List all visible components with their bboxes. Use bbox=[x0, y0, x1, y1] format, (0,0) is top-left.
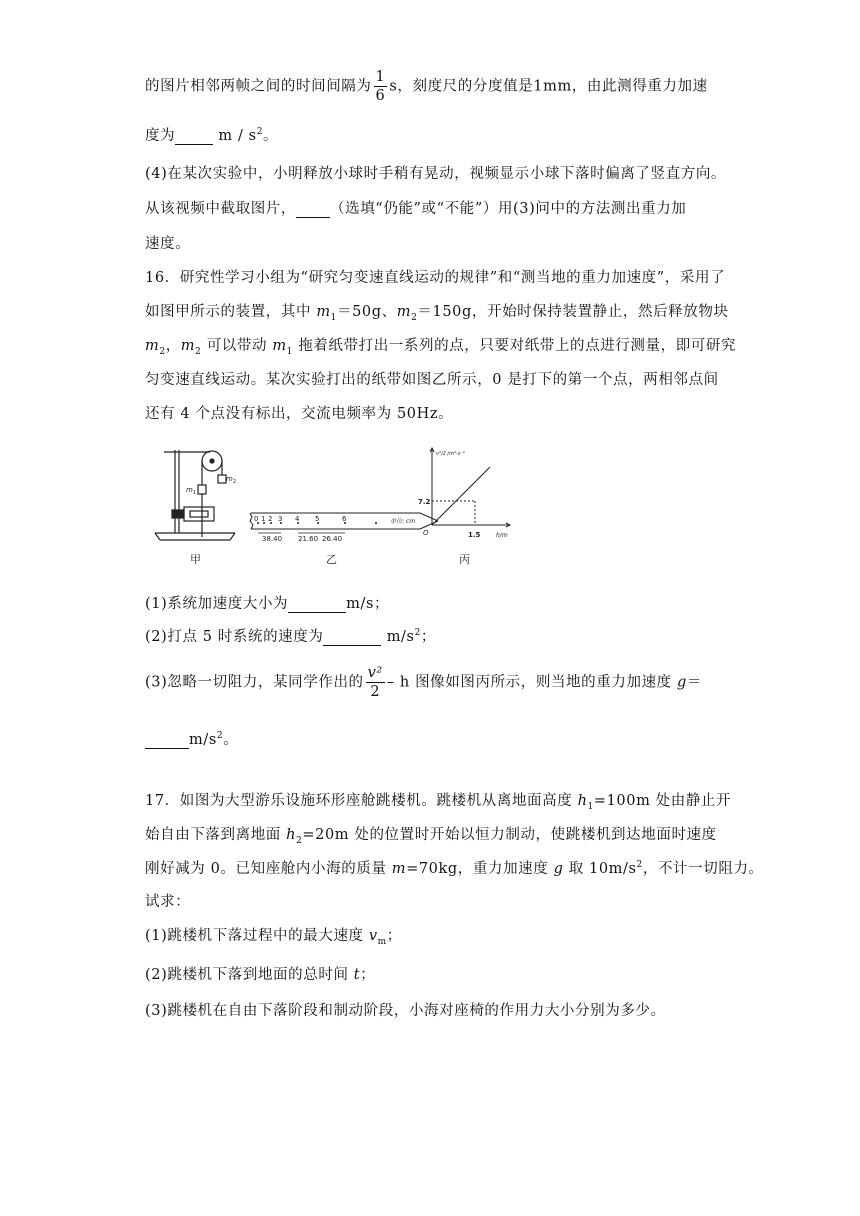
graph-labels bbox=[418, 451, 508, 539]
graph-x-value: 1.5 bbox=[468, 531, 481, 539]
label-jia: 甲 bbox=[190, 553, 201, 566]
q17-line-1: 17．如图为大型游乐设施环形座舱跳楼机。跳楼机从离地面高度 $h_1=100m$ 处由静止开 bbox=[145, 793, 732, 812]
answer-blank[interactable] bbox=[323, 629, 381, 646]
clamp bbox=[172, 510, 184, 518]
q16-line-4: 匀变速直线运动。某次实验打出的纸带如图乙所示，0 是打下的第一个点，两相邻点间 bbox=[145, 372, 719, 388]
q15-part4-line-2: 从该视频中截取图片， （选填“仍能”或“不能”）用(3)问中的方法测出重力加 bbox=[145, 201, 687, 217]
q16-line-3: $m_2$，$m_2$ 可以带动 $m_1$ 拖着纸带打出一系列的点，只要对纸带上的点进行测量，即可研究 bbox=[145, 338, 737, 357]
answer-blank[interactable] bbox=[145, 732, 189, 749]
q16-part2: (2)打点 5 时系统的速度为 $m/s^2$； bbox=[145, 628, 437, 645]
tape-torn-edge bbox=[250, 513, 253, 529]
tape-unit: 单位: cm bbox=[390, 518, 416, 525]
q17-line-2: 始自由下落到离地面 $h_2=20m$ 处的位置时开始以恒力制动，使跳楼机到达地面时速度 bbox=[145, 827, 717, 846]
q16-line-1: 16．研究性学习小组为“研究匀变速直线运动的规律”和“测当地的重力加速度”，采用了 bbox=[145, 270, 726, 286]
graph-line bbox=[432, 467, 490, 525]
pulley-axle bbox=[210, 459, 214, 463]
tape-label-2: 2 bbox=[268, 515, 273, 523]
v2-h-graph bbox=[430, 448, 510, 527]
q17-part3: (3)跳楼机在自由下落阶段和制动阶段，小海对座椅的作用力大小分别为多少。 bbox=[145, 1003, 666, 1019]
q15-line-1: 的图片相邻两帧之间的时间间隔为 $\frac{1}{6}$ s，刻度尺的分度值是1mm，由此测得重力加速 bbox=[145, 69, 708, 104]
q17-part1: (1)跳楼机下落过程中的最大速度 $v_m$； bbox=[145, 928, 402, 947]
timer bbox=[184, 507, 214, 521]
tape-label-1: 1 bbox=[261, 515, 266, 523]
timer-slot bbox=[190, 511, 208, 517]
tape-label-4: 4 bbox=[295, 515, 300, 523]
graph-x-label: h/m bbox=[496, 532, 508, 539]
q15-part4-line-1: (4)在某次实验中，小明释放小球时手稍有晃动，视频显示小球下落时偏离了竖直方向。 bbox=[145, 166, 727, 182]
answer-blank[interactable] bbox=[296, 201, 330, 218]
q16-line-2: 如图甲所示的装置，其中 $m_1=50g$、$m_2=150g$，开始时保持装置静止，然后释放物块 bbox=[145, 304, 729, 323]
q17-line-3: 刚好减为 0。已知座舱内小海的质量 m=70kg，重力加速度 g 取 $10m/s^2$，不计一切阻力。 bbox=[145, 860, 764, 877]
m2-label: $m_2$ bbox=[226, 475, 237, 485]
tape-label-3: 3 bbox=[278, 515, 283, 523]
label-yi: 乙 bbox=[326, 553, 337, 566]
fraction-one-sixth: $\frac{1}{6}$ bbox=[375, 69, 386, 104]
experiment-figure bbox=[150, 445, 530, 570]
tape-dim-1: 38.40 bbox=[262, 535, 283, 543]
figure-svg bbox=[150, 445, 530, 570]
graph-y-value: 7.2 bbox=[418, 498, 431, 506]
tape-label-6: 6 bbox=[342, 515, 347, 523]
answer-blank[interactable] bbox=[175, 128, 213, 145]
tape-dim-2: 21.60 bbox=[298, 535, 319, 543]
base-left bbox=[155, 533, 160, 540]
tape-dot bbox=[375, 522, 377, 524]
q16-part3-line-2: $m/s^2$。 bbox=[145, 728, 238, 749]
tape-label-0: 0 bbox=[254, 515, 259, 523]
tape-end-top bbox=[420, 513, 438, 521]
q16-part1: (1)系统加速度大小为 m/s； bbox=[145, 596, 390, 612]
tape-point-labels bbox=[254, 515, 415, 525]
q15-line-2: 度为 m / $s^2$。 bbox=[145, 127, 279, 144]
block-m2 bbox=[218, 475, 226, 483]
q17-line-4: 试求： bbox=[145, 894, 191, 910]
q16-line-5: 还有 4 个点没有标出，交流电频率为 50Hz。 bbox=[145, 406, 454, 422]
graph-origin: O bbox=[423, 529, 429, 537]
block-m1 bbox=[198, 485, 206, 494]
base-right bbox=[230, 533, 235, 540]
fraction-v2-over-2: $\frac{\text{v²}}{2}$ bbox=[367, 665, 383, 700]
tape-dimension-labels bbox=[262, 535, 342, 543]
m1-label: $m_1$ bbox=[186, 486, 197, 496]
answer-blank[interactable] bbox=[288, 596, 346, 613]
label-bing: 丙 bbox=[459, 553, 470, 566]
tape-label-5: 5 bbox=[315, 515, 320, 523]
graph-y-label: v²/2 /m²·s⁻² bbox=[436, 451, 465, 457]
tape-dim-3: 26.40 bbox=[322, 535, 343, 543]
q16-part3-line-1: (3)忽略一切阻力，某同学作出的 $\frac{\text{v²}}{2}$ – h 图像如图丙所示，则当地的重力加速度 g＝ bbox=[145, 665, 702, 700]
q15-part4-line-3: 速度。 bbox=[145, 236, 191, 252]
q17-part2: (2)跳楼机下落到地面的总时间 t； bbox=[145, 967, 376, 983]
